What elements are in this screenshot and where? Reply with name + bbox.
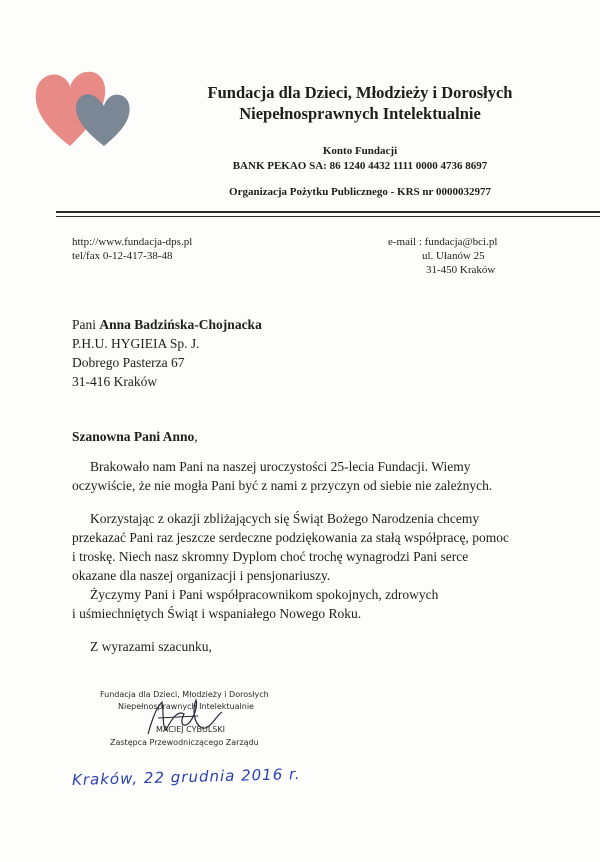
- greeting-punct: ,: [194, 429, 198, 444]
- paragraph-2-line1: Korzystając z okazji zbliżających się Świąt Bożego Narodzenia chcemy: [90, 511, 480, 526]
- opp-krs: Organizacja Pożytku Publicznego - KRS nr 0000032977: [229, 186, 491, 198]
- tel-fax: tel/fax 0-12-417-38-48: [72, 250, 173, 262]
- recipient-address: [72, 315, 262, 391]
- org-name-line2: Niepełnosprawnych Intelektualnie: [239, 104, 481, 123]
- foundation-city: 31-450 Kraków: [426, 264, 496, 276]
- hearts-logo: [34, 68, 132, 148]
- recipient-city: 31-416 Kraków: [72, 374, 158, 389]
- recipient-name: Anna Badzińska-Chojnacka: [99, 317, 262, 332]
- paragraph-3-line1: Życzymy Pani i Pani współpracownikom spokojnych, zdrowych: [90, 587, 439, 602]
- account-label: Konto Fundacji: [322, 145, 398, 157]
- paragraph-2: [72, 509, 510, 585]
- paragraph-3: [72, 585, 510, 623]
- stamp-line1: Fundacja dla Dzieci, Młodzieży i Dorosłych: [100, 690, 269, 699]
- handwritten-date: Kraków, 22 grudnia 2016 r.: [71, 765, 301, 789]
- paragraph-1-line2: oczywiście, że nie mogła Pani być z nami z przyczyn od siebie nie zależnych.: [72, 478, 493, 493]
- paragraph-2-line2: przekazać Pani raz jeszcze serdeczne podziękowania za stałą współpracę, pomoc: [72, 530, 510, 545]
- email-link[interactable]: e-mail : fundacja@bci.pl: [388, 236, 498, 248]
- paragraph-1-line1: Brakowało nam Pani na naszej uroczystości 25-lecia Fundacji. Wiemy: [90, 459, 471, 474]
- recipient-name-line: [72, 315, 262, 334]
- greeting: [72, 429, 198, 445]
- header-divider-thin: [56, 216, 600, 217]
- recipient-street: Dobrego Pasterza 67: [72, 355, 185, 370]
- greeting-text: Szanowna Pani Anno: [72, 429, 195, 444]
- organization-name: [150, 82, 570, 124]
- contact-left: [72, 235, 192, 263]
- paragraph-1: [72, 457, 510, 495]
- paragraph-2-line3: i troskę. Niech nasz skromny Dyplom choć trochę wynagrodzi Pani serce: [72, 549, 469, 564]
- bank-number: BANK PEKAO SA: 86 1240 4432 1111 0000 4736 8697: [232, 160, 488, 172]
- signatory-name: MACIEJ CYBULSKI: [156, 725, 225, 734]
- bank-account: [150, 144, 570, 174]
- signatory-role: Zastępca Przewodniczącego Zarządu: [110, 738, 259, 747]
- header-divider: [56, 211, 600, 213]
- org-name-line1: Fundacja dla Dzieci, Młodzieży i Dorosłych: [207, 83, 513, 102]
- stamp-line2: Niepełnosprawnych Intelektualnie: [118, 702, 254, 711]
- website-link[interactable]: http://www.fundacja-dps.pl: [72, 236, 193, 248]
- contact-right: [388, 235, 497, 277]
- closing: Z wyrazami szacunku,: [90, 639, 212, 654]
- foundation-street: ul. Ułanów 25: [422, 250, 485, 262]
- recipient-title: Pani: [72, 317, 100, 332]
- paragraph-2-line4: okazane dla naszej organizacji i pensjonariuszy.: [72, 568, 331, 583]
- recipient-company: P.H.U. HYGIEIA Sp. J.: [72, 336, 200, 351]
- paragraph-3-line2: i uśmiechniętych Świąt i wspaniałego Nowego Roku.: [72, 606, 362, 621]
